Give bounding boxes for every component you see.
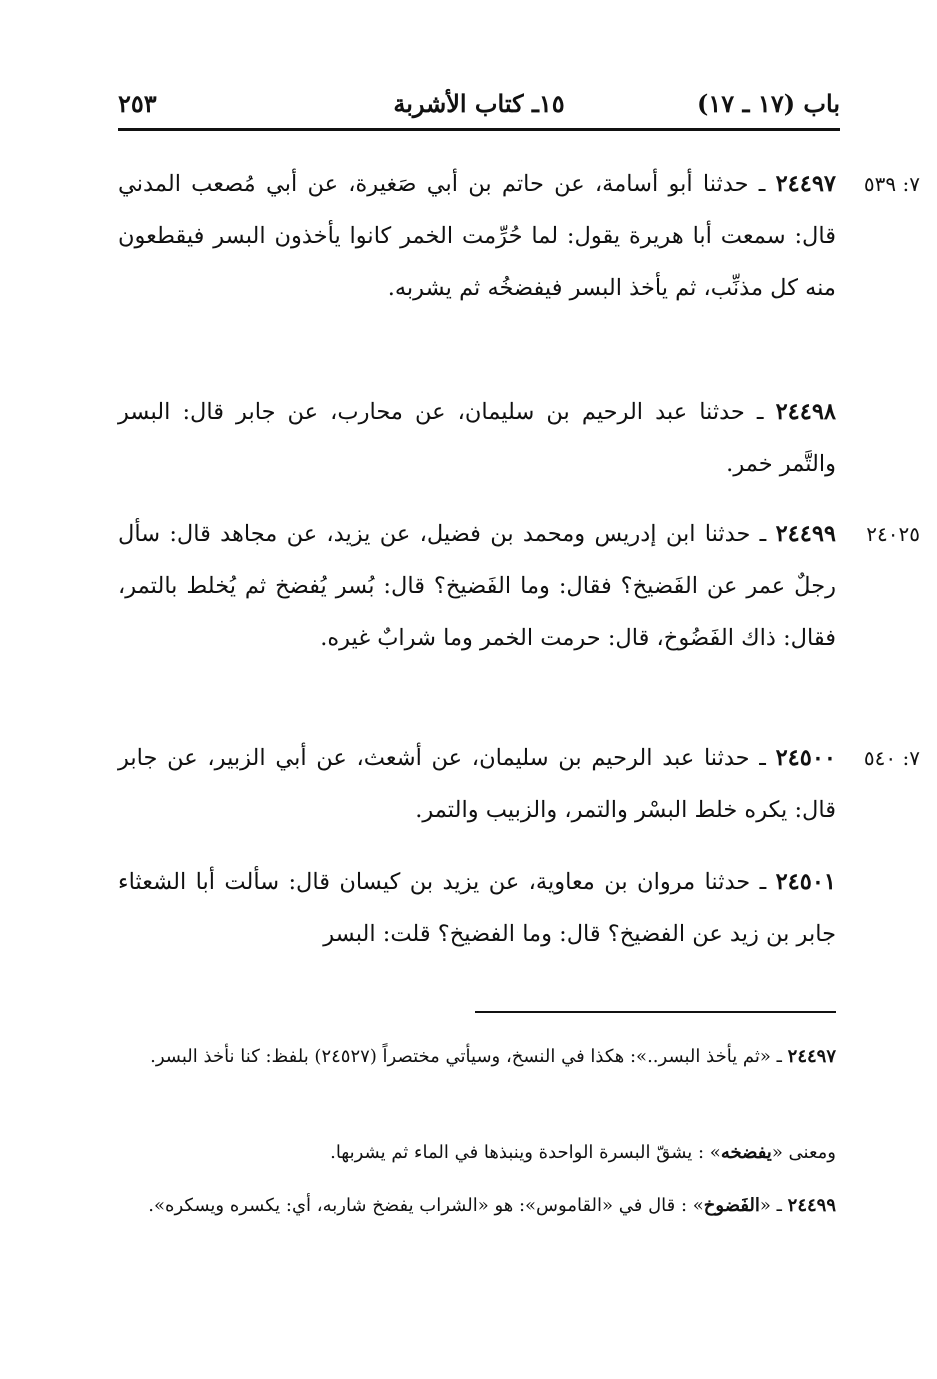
page-number: ٢٥٣ xyxy=(118,89,157,118)
chapter-heading: باب (١٧ ـ ١٧) xyxy=(697,89,840,118)
footnote-meaning xyxy=(118,1134,836,1172)
hadith-24500 xyxy=(118,732,836,836)
hadith-number: ٢٤٥٠٠ xyxy=(775,745,836,771)
hadith-text: ـ حدثنا أبو أسامة، عن حاتم بن أبي صَغيرة، عن أبي مُصعب المدني قال: سمعت أبا هريرة يقول: لما حُرِّمت الخمر كانوا يأخذون البسر فيقطعون منه كل مذنِّب، ثم يأخذ البسر فيفضخُه ثم يشربه. xyxy=(118,171,836,301)
hadith-number: ٢٤٤٩٨ xyxy=(775,399,836,425)
header-rule xyxy=(118,128,840,131)
page-header xyxy=(118,84,840,124)
footnote-rule xyxy=(475,1011,836,1013)
footnote-term: الفَضوخ xyxy=(703,1195,760,1216)
book-title: ١٥ـ كتاب الأشربة xyxy=(393,89,565,118)
hadith-24501 xyxy=(118,856,836,960)
hadith-24497 xyxy=(118,158,836,314)
margin-reference: ٧: ٥٣٩ xyxy=(863,172,920,196)
margin-reference: ٢٤٠٢٥ xyxy=(866,522,920,546)
footnote-text: » : قال في «القاموس»: هو «الشراب يفضخ شاربه، أي: يكسره ويسكره». xyxy=(148,1195,704,1216)
footnote-24497 xyxy=(118,1038,836,1076)
footnote-text: ـ « xyxy=(759,1195,788,1216)
footnote-number: ٢٤٤٩٧ xyxy=(787,1046,836,1067)
margin-reference: ٧: ٥٤٠ xyxy=(863,746,920,770)
hadith-text: ـ حدثنا مروان بن معاوية، عن يزيد بن كيسان قال: سألت أبا الشعثاء جابر بن زيد عن الفضيخ؟ قال: وما الفضيخ؟ قلت: البسر xyxy=(118,869,836,947)
hadith-text: ـ حدثنا ابن إدريس ومحمد بن فضيل، عن يزيد، عن مجاهد قال: سأل رجلٌ عمر عن الفَضيخ؟ فقال: وما الفَضيخ؟ قال: بُسر يُفضخ ثم يُخلط بالتمر، فقال: ذاك الفَضُوخ، قال: حرمت الخمر وما شرابٌ غيره. xyxy=(118,521,836,651)
footnote-text: ومعنى « xyxy=(771,1142,836,1163)
hadith-text: ـ حدثنا عبد الرحيم بن سليمان، عن محارب، عن جابر قال: البسر والتَّمر خمر. xyxy=(118,399,836,477)
hadith-number: ٢٤٥٠١ xyxy=(775,869,836,895)
hadith-number: ٢٤٤٩٩ xyxy=(775,521,836,547)
footnote-term: يفضخه xyxy=(720,1142,772,1163)
hadith-24498 xyxy=(118,386,836,490)
footnote-text: » : يشقّ البسرة الواحدة وينبذها في الماء ثم يشربها. xyxy=(330,1142,721,1163)
hadith-24499 xyxy=(118,508,836,664)
footnote-text: ـ «ثم يأخذ البسر..»: هكذا في النسخ، وسيأتي مختصراً (٢٤٥٢٧) بلفظ: كنا نأخذ البسر. xyxy=(150,1046,788,1067)
footnote-24499 xyxy=(118,1187,836,1225)
footnote-number: ٢٤٤٩٩ xyxy=(787,1195,836,1216)
hadith-text: ـ حدثنا عبد الرحيم بن سليمان، عن أشعث، عن أبي الزبير، عن جابر قال: يكره خلط البسْر والتمر، والزبيب والتمر. xyxy=(118,745,836,823)
hadith-number: ٢٤٤٩٧ xyxy=(775,171,836,197)
